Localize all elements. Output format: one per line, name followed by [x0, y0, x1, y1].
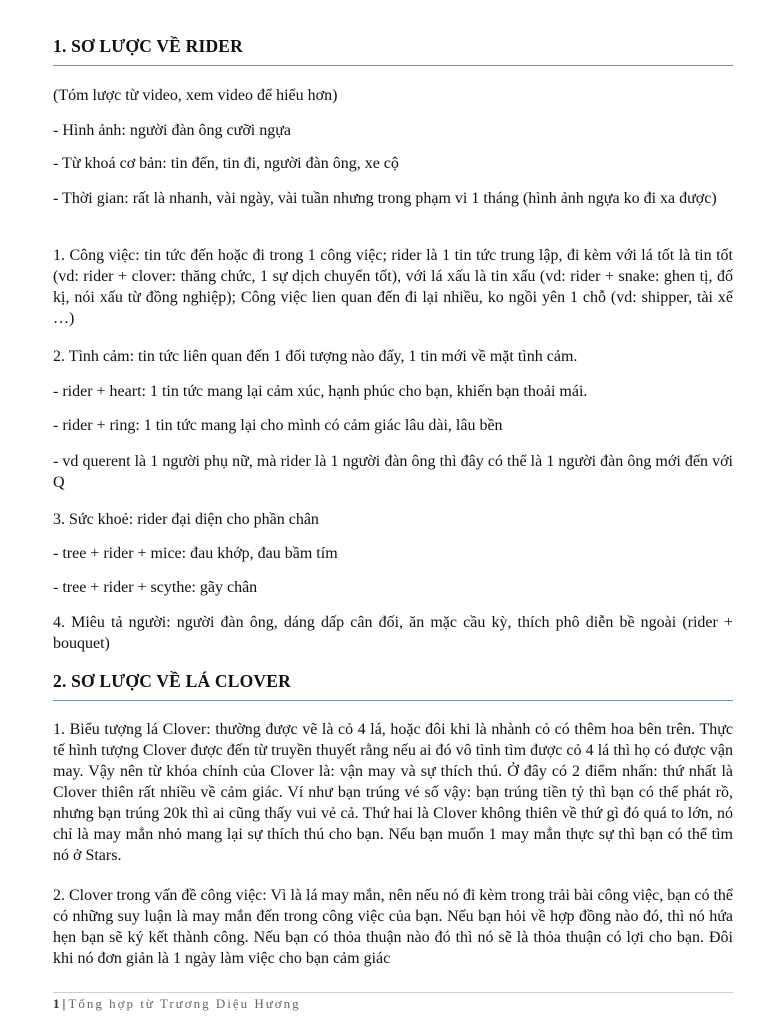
- footer-text: Tổng hợp từ Trương Diệu Hương: [68, 996, 301, 1011]
- page-number: 1: [53, 996, 60, 1011]
- paragraph-health: 3. Sức khoẻ: rider đại diện cho phần chân: [53, 511, 319, 528]
- paragraph-tree-mice: - tree + rider + mice: đau khớp, đau bầm tím: [53, 545, 338, 562]
- section-1-rule: [53, 65, 733, 66]
- paragraph-work: 1. Công việc: tin tức đến hoặc đi trong 1 công việc; rider là 1 tin tức trung lập, đi kèm với lá tốt là tin tốt (vd: rider + clover: thăng chức, 1 sự dịch chuyển tốt), với lá xấu là tin xấu (vd: rider + snake: ghen tị, đố kị, nói xấu từ đồng nghiệp); Công việc lien quan đến đi lại nhiều, ko ngồi yên 1 chỗ (vd: shipper, tài xế …): [53, 247, 733, 327]
- paragraph-clover-symbol: 1. Biểu tượng lá Clover: thường được vẽ là cỏ 4 lá, hoặc đôi khi là nhành cỏ có thêm hoa bên trên. Thực tế hình tượng Clover được đến từ truyền thuyết rằng nếu ai đó vô tình tìm được cỏ 4 lá thì họ có được vận may. Vậy nên từ khóa chính của Clover là: vận may và sự thích thú. Ở đây có 2 điểm nhấn: thứ nhất là Clover thiên rất nhiều về cảm giác. Ví như bạn trúng vé số vậy: bạn trúng tiền tỷ thì bạn có thể phát rồ, nhưng bạn trúng 20k thì ai cũng thấy vui vẻ cả. Thứ hai là Clover không thiên về thứ gì đó quá to lớn, nó chỉ là may mắn nhỏ mang lại sự thích thú cho bạn. Nếu bạn muốn 1 may mắn thực sự thì bạn có thể tìm nó ở Stars.: [53, 721, 733, 864]
- paragraph-love: 2. Tình cảm: tin tức liên quan đến 1 đối tượng nào đấy, 1 tin mới về mặt tình cảm.: [53, 348, 578, 365]
- paragraph-rider-ring: - rider + ring: 1 tin tức mang lại cho mình có cảm giác lâu dài, lâu bền: [53, 417, 503, 434]
- paragraph-time: - Thời gian: rất là nhanh, vài ngày, vài tuần nhưng trong phạm vi 1 tháng (hình ảnh ngựa ko đi xa được): [53, 190, 717, 207]
- paragraph-keywords: - Từ khoá cơ bản: tin đến, tin đi, người đàn ông, xe cộ: [53, 155, 399, 172]
- paragraph-rider-heart: - rider + heart: 1 tin tức mang lại cảm xúc, hạnh phúc cho bạn, khiến bạn thoải mái.: [53, 383, 588, 400]
- paragraph-tree-scythe: - tree + rider + scythe: gãy chân: [53, 579, 258, 596]
- paragraph-clover-work: 2. Clover trong vấn đề công việc: Vì là lá may mắn, nên nếu nó đi kèm trong trải bài công việc, bạn có thể có những suy luận là may mắn đến trong công việc của bạn. Nếu bạn hỏi về hợp đồng nào đó, thì nó hứa hẹn bạn sẽ ký kết thành công. Nếu bạn có thỏa thuận nào đó thì nó sẽ là thỏa thuận có lợi cho bạn. Đôi khi nó đơn giản là 1 ngày làm việc cho bạn cảm giác: [53, 887, 733, 967]
- footer-rule: [53, 992, 733, 993]
- section-1-heading: 1. SƠ LƯỢC VỀ RIDER: [53, 36, 244, 56]
- section-2-heading: 2. SƠ LƯỢC VỀ LÁ CLOVER: [53, 671, 291, 691]
- page-footer: [53, 996, 301, 1012]
- paragraph-intro: (Tóm lược từ video, xem video để hiểu hơn): [53, 87, 338, 104]
- paragraph-image: - Hình ảnh: người đàn ông cưỡi ngựa: [53, 122, 292, 139]
- footer-separator: |: [62, 996, 66, 1011]
- paragraph-person: 4. Miêu tả người: người đàn ông, dáng dấp cân đối, ăn mặc cầu kỳ, thích phô diễn bề ngoài (rider + bouquet): [53, 614, 733, 652]
- paragraph-querent: - vd querent là 1 người phụ nữ, mà rider là 1 người đàn ông thì đây có thể là 1 người đàn ông mới đến với Q: [53, 453, 733, 491]
- section-2-rule: [53, 700, 733, 701]
